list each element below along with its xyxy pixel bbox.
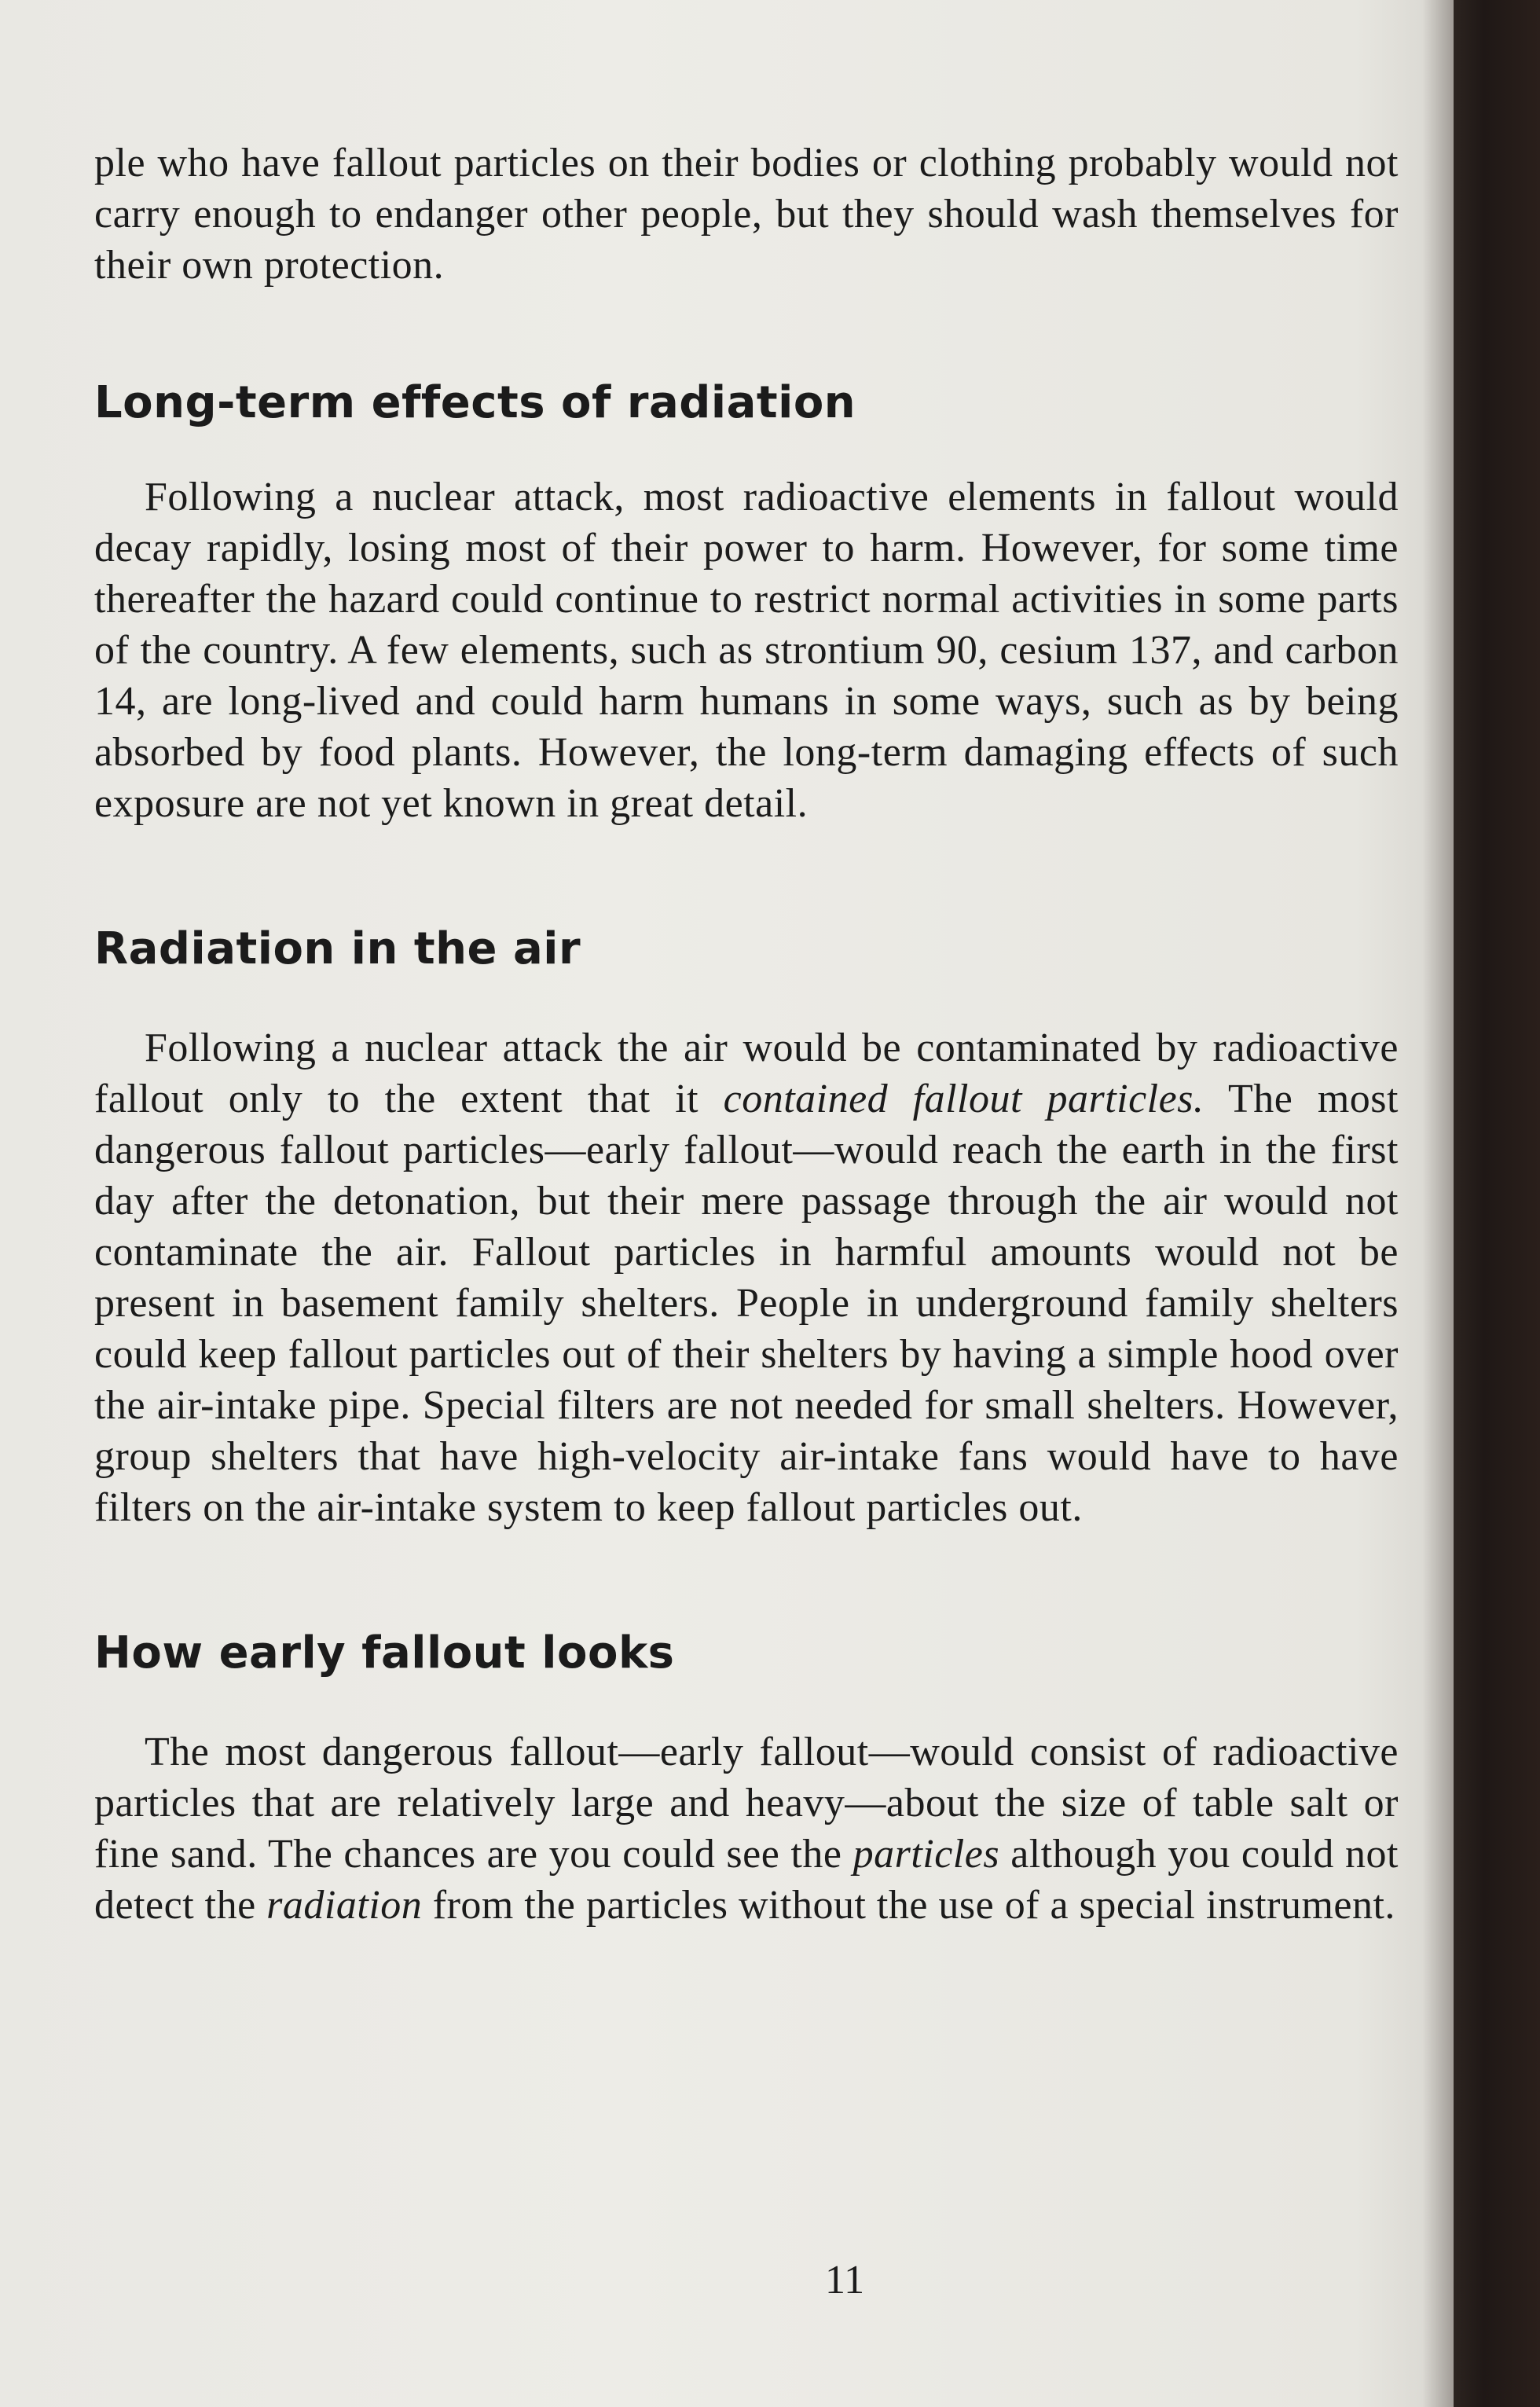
- book-page: [94, 138, 1399, 1931]
- paragraph-early-fallout-looks: [94, 1726, 1399, 1931]
- paragraph-radiation-in-air: [94, 1022, 1399, 1533]
- text-span: The most dangerous fallout particles—early fallout—would reach the earth in the first day after the detonation, but their mere passage through the air would not contaminate the air. Fallout particles in harmful amounts would not be present in basement family shelters. People in underground family shelters could keep fallout particles out of their shelters by having a simple hood over the air-intake pipe. Special filters are not needed for small shelters. However, group shelters that have high-velocity air-intake fans would have to have filters on the air-intake system to keep fallout particles out.: [94, 1077, 1399, 1530]
- heading-early-fallout-looks: How early fallout looks: [94, 1627, 675, 1679]
- text-span: although you could not detect the: [94, 1832, 1399, 1928]
- text-span: from the particles without the use of a special instrument.: [422, 1883, 1395, 1928]
- book-binding: [1454, 0, 1540, 2407]
- page-edge-shadow: [1422, 0, 1454, 2407]
- heading-radiation-in-air: Radiation in the air: [94, 923, 581, 974]
- page-number: 11: [825, 2258, 865, 2302]
- paragraph-long-term-effects: Following a nuclear attack, most radioactive elements in fallout would decay rapidly, losing most of their power to harm. However, for some time thereafter the hazard could continue to restrict normal activities in some parts of the country. A few elements, such as strontium 90, cesium 137, and carbon 14, are long-lived and could harm humans in some ways, such as by being absorbed by food plants. However, the long-term damaging effects of such exposure are not yet known in great detail.: [94, 475, 1399, 826]
- emphasis-particles: particles: [852, 1832, 1000, 1877]
- emphasis-contained-fallout: contained fallout particles.: [723, 1077, 1204, 1121]
- text-span: The most dangerous fallout—early fallout—would consist of radioactive particles that are relatively large and heavy—about the size of table salt or fine sand. The chances are you could see the: [94, 1730, 1399, 1877]
- intro-paragraph: ple who have fallout particles on their bodies or clothing probably would not carry enough to endanger other people, but they should wash themselves for their own protection.: [94, 141, 1399, 288]
- emphasis-radiation: radiation: [266, 1883, 423, 1928]
- heading-long-term-effects: Long-term effects of radiation: [94, 377, 856, 428]
- text-span: Following a nuclear attack the air would be contaminated by radioactive fallout only to the extent that it: [94, 1026, 1399, 1121]
